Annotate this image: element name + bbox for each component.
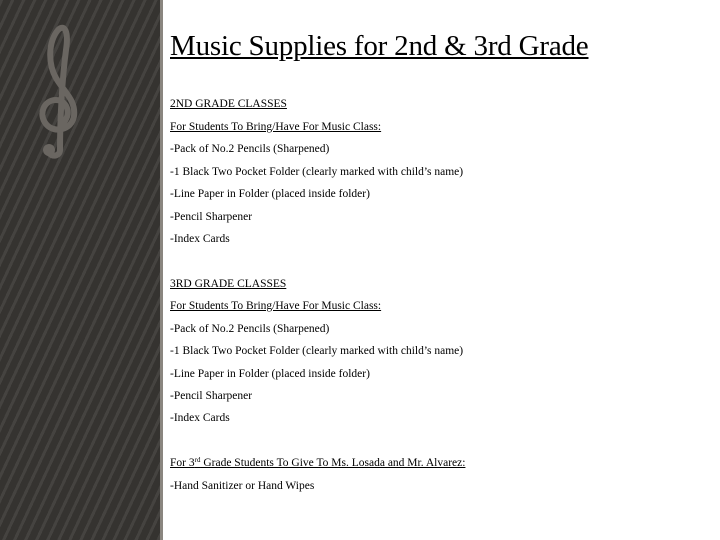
section-subheading-3rd-grade: For Students To Bring/Have For Music Class:	[170, 300, 382, 312]
list-item: -Pencil Sharpener	[170, 390, 253, 402]
list-item: -Index Cards	[170, 233, 230, 245]
give-heading-superscript: rd	[194, 456, 201, 464]
list-item: -Line Paper in Folder (placed inside folder)	[170, 368, 370, 380]
list-item: -1 Black Two Pocket Folder (clearly marked with child’s name)	[170, 345, 464, 357]
list-item: -Line Paper in Folder (placed inside folder)	[170, 188, 370, 200]
list-item: -1 Black Two Pocket Folder (clearly marked with child’s name)	[170, 166, 464, 178]
list-item: -Pencil Sharpener	[170, 211, 253, 223]
give-section-heading	[170, 456, 465, 470]
give-heading-prefix: For 3	[170, 457, 195, 469]
list-item: -Pack of No.2 Pencils (Sharpened)	[170, 323, 330, 335]
section-subheading-2nd-grade: For Students To Bring/Have For Music Class:	[170, 121, 382, 133]
list-item: -Index Cards	[170, 412, 230, 424]
section-heading-2nd-grade: 2ND GRADE CLASSES	[170, 98, 287, 110]
list-item: -Pack of No.2 Pencils (Sharpened)	[170, 143, 330, 155]
treble-clef-icon	[30, 20, 86, 160]
decorative-sidebar	[0, 0, 160, 540]
sidebar-divider	[160, 0, 163, 540]
list-item: -Hand Sanitizer or Hand Wipes	[170, 480, 315, 492]
section-heading-3rd-grade: 3RD GRADE CLASSES	[170, 278, 287, 290]
page-title: Music Supplies for 2nd & 3rd Grade	[170, 30, 589, 62]
give-heading-suffix: Grade Students To Give To Ms. Losada and Mr. Alvarez:	[200, 457, 466, 469]
